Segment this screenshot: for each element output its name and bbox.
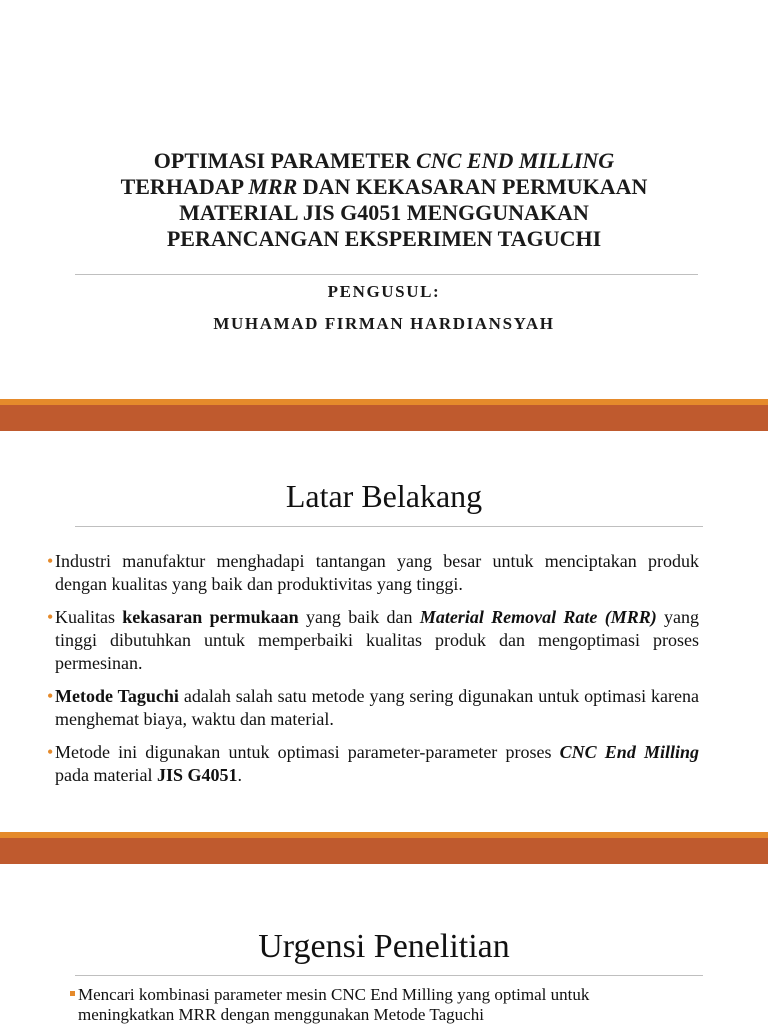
- title-divider: [75, 274, 698, 275]
- bullet-item: • Metode ini digunakan untuk optimasi parameter-parameter proses CNC End Milling pada material JIS G4051.: [47, 742, 699, 785]
- title-line-1: OPTIMASI PARAMETER CNC END MILLING: [153, 148, 615, 173]
- bullet-dot-icon: •: [47, 742, 54, 762]
- bullet-square-icon: [70, 991, 75, 996]
- band-main-stripe: [0, 838, 768, 864]
- bullet-item: • Kualitas kekasaran permukaan yang baik dan Material Removal Rate (MRR) yang tinggi dibutuhkan untuk memperbaiki kualitas produk dan mengoptimasi proses permesinan.: [47, 607, 699, 673]
- bullet-item: • Industri manufaktur menghadapi tantangan yang besar untuk menciptakan produk dengan kualitas yang baik dan produktivitas yang tinggi.: [47, 551, 699, 594]
- background-heading: Latar Belakang: [285, 478, 483, 514]
- slide-separator-band: [0, 832, 768, 864]
- title-line-4: PERANCANGAN EKSPERIMEN TAGUCHI: [166, 226, 602, 251]
- bullet-item: • Metode Taguchi adalah salah satu metode yang sering digunakan untuk optimasi karena menghemat biaya, waktu dan material.: [47, 686, 699, 729]
- title-line-2: TERHADAP MRR DAN KEKASARAN PERMUKAAN: [120, 174, 648, 199]
- title-slide: [0, 0, 768, 400]
- bullet-dot-icon: •: [47, 551, 54, 571]
- background-divider: [75, 526, 703, 527]
- bullet-dot-icon: •: [47, 607, 54, 627]
- proposer-label: PENGUSUL:: [327, 282, 441, 301]
- slide-separator-band: [0, 399, 768, 431]
- urgency-bullet-list: [70, 985, 710, 1024]
- urgency-heading: Urgensi Penelitian: [258, 928, 510, 965]
- proposer-name: MUHAMAD FIRMAN HARDIANSYAH: [213, 314, 555, 333]
- urgency-divider: [75, 975, 703, 976]
- title-line-3: MATERIAL JIS G4051 MENGGUNAKAN: [179, 200, 589, 225]
- presentation-title: [60, 148, 708, 252]
- bullet-item: Mencari kombinasi parameter mesin CNC End Milling yang optimal untuk meningkatkan MRR dengan menggunakan Metode Taguchi: [70, 985, 710, 1024]
- bullet-dot-icon: •: [47, 686, 54, 706]
- band-main-stripe: [0, 405, 768, 431]
- background-bullet-list: [47, 550, 699, 797]
